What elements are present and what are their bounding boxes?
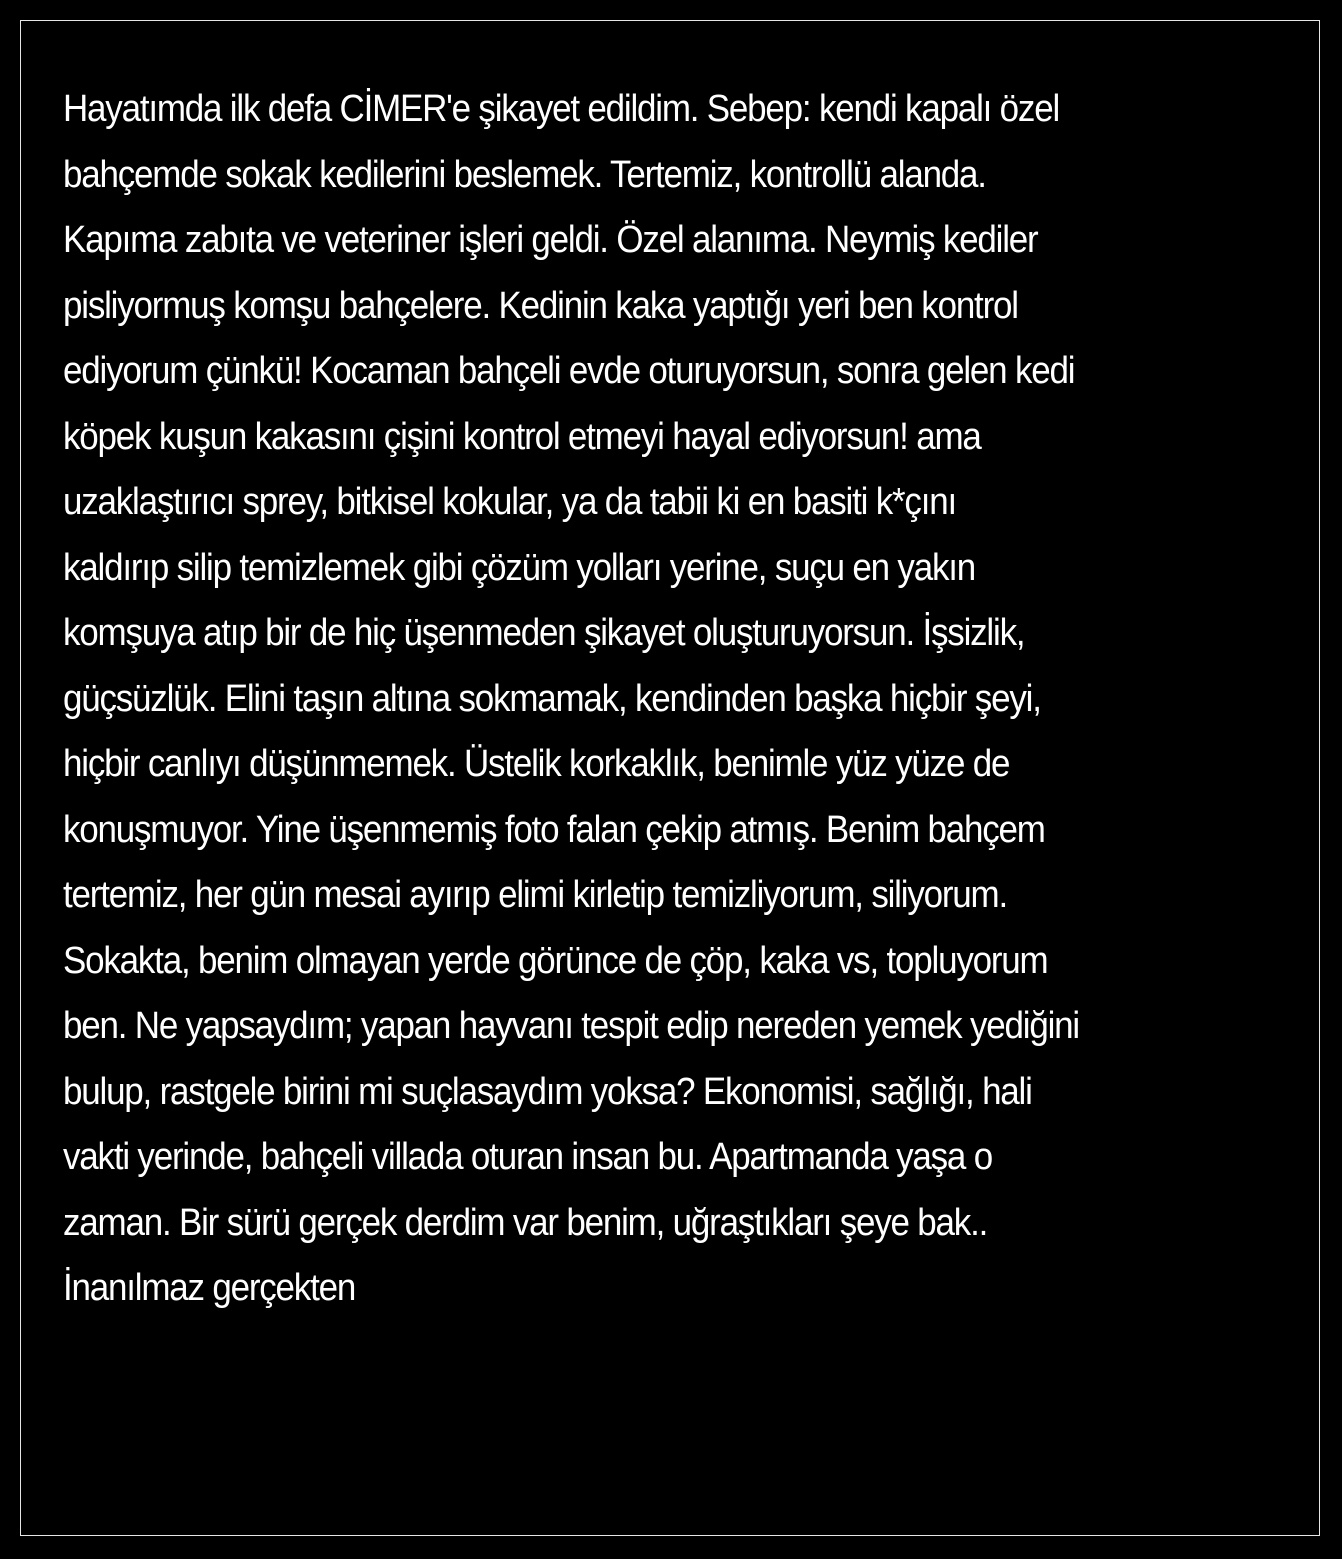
post-line: köpek kuşun kakasını çişini kontrol etmeyi hayal ediyorsun! ama xyxy=(63,415,981,458)
post-line: Hayatımda ilk defa CİMER'e şikayet edildim. Sebep: kendi kapalı özel xyxy=(63,88,1060,130)
post-line: kaldırıp silip temizlemek gibi çözüm yolları yerine, suçu en yakın xyxy=(63,546,976,589)
post-line: konuşmuyor. Yine üşenmemiş foto falan çekip atmış. Benim bahçem xyxy=(63,808,1045,851)
post-line: vakti yerinde, bahçeli villada oturan insan bu. Apartmanda yaşa o xyxy=(63,1136,992,1178)
post-line: pisliyormuş komşu bahçelere. Kedinin kaka yaptığı yeri ben kontrol xyxy=(63,284,1018,327)
post-line: Sokakta, benim olmayan yerde görünce de çöp, kaka vs, topluyorum xyxy=(63,939,1048,982)
post-line: zaman. Bir sürü gerçek derdim var benim, uğraştıkları şeye bak.. xyxy=(63,1201,988,1244)
post-line: ben. Ne yapsaydım; yapan hayvanı tespit edip nereden yemek yediğini xyxy=(63,1005,1079,1047)
post-line: güçsüzlük. Elini taşın altına sokmamak, kendinden başka hiçbir şeyi, xyxy=(63,677,1041,720)
post-line: komşuya atıp bir de hiç üşenmeden şikayet oluşturuyorsun. İşsizlik, xyxy=(63,612,1025,654)
post-line: ediyorum çünkü! Kocaman bahçeli evde oturuyorsun, sonra gelen kedi xyxy=(63,350,1075,392)
text-card xyxy=(20,20,1320,1536)
post-line: İnanılmaz gerçekten xyxy=(63,1267,356,1309)
post-line: Kapıma zabıta ve veteriner işleri geldi. Özel alanıma. Neymiş kediler xyxy=(63,219,1038,261)
post-line: tertemiz, her gün mesai ayırıp elimi kirletip temizliyorum, siliyorum. xyxy=(63,874,1007,916)
post-line: hiçbir canlıyı düşünmemek. Üstelik korkaklık, benimle yüz yüze de xyxy=(63,743,1010,785)
post-text xyxy=(63,77,1195,1322)
post-line: bahçemde sokak kedilerini beslemek. Tertemiz, kontrollü alanda. xyxy=(63,153,986,196)
post-line: bulup, rastgele birini mi suçlasaydım yoksa? Ekonomisi, sağlığı, hali xyxy=(63,1070,1032,1113)
post-line: uzaklaştırıcı sprey, bitkisel kokular, ya da tabii ki en basiti k*çını xyxy=(63,481,957,523)
